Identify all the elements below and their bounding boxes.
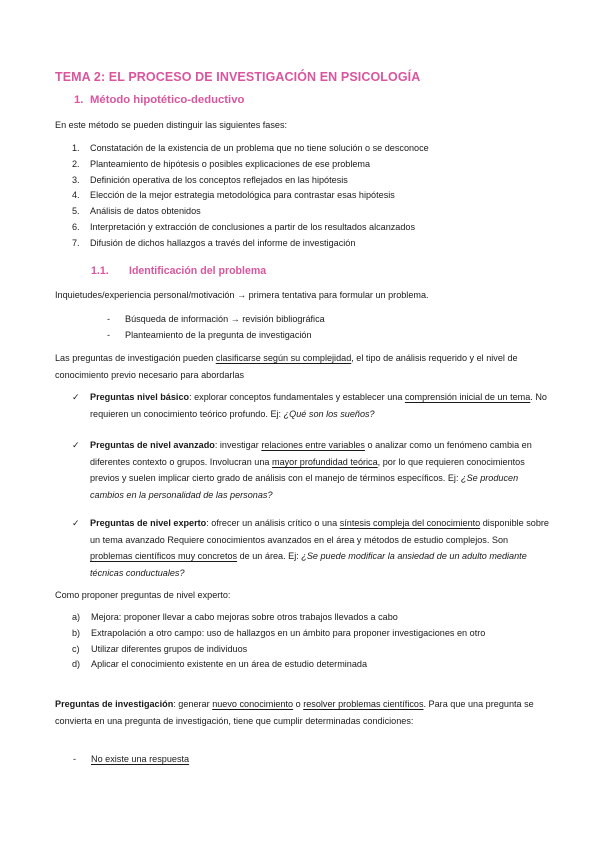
section-number: 1.1.: [91, 265, 109, 277]
list-item: a) Mejora: proponer llevar a cabo mejoras sobre otros trabajos llevados a cabo: [72, 612, 398, 622]
section-heading-1: [74, 94, 244, 106]
inquietudes-paragraph: Inquietudes/experiencia personal/motivación → primera tentativa para formular un problema.: [55, 290, 429, 300]
list-item: - Planteamiento de la pregunta de investigación: [107, 330, 312, 340]
condition-list: [73, 751, 189, 767]
list-item: d) Aplicar el conocimiento existente en un área de estudio determinada: [72, 659, 368, 670]
list-item: b) Extrapolación a otro campo: uso de hallazgos en un ámbito para proponer investigaciones en otro: [72, 627, 486, 638]
list-item: 3. Definición operativa de los conceptos reflejados en las hipótesis: [72, 174, 348, 185]
check-item-basic: ✓ Preguntas nivel básico: explorar conceptos fundamentales y establecer una comprensión inicial de un tema. No requieren un conocimiento teórico profundo. Ej: ¿Qué son los sueños?: [72, 389, 552, 422]
document-title: TEMA 2: EL PROCESO DE INVESTIGACIÓN EN PSICOLOGÍA: [55, 70, 421, 84]
list-item: 2. Planteamiento de hipótesis o posibles explicaciones de ese problema: [72, 158, 371, 169]
list-item: - Búsqueda de información → revisión bibliográfica: [107, 314, 325, 324]
check-icon: ✓: [72, 440, 80, 450]
list-item: - No existe una respuesta: [73, 754, 190, 764]
alpha-list: [72, 610, 542, 673]
check-item-expert: ✓ Preguntas de nivel experto: ofrecer un análisis crítico o una síntesis compleja del conocimiento disponible sobre un tema avanzado Requiere conocimientos avanzados en el área y métodos de estudio complejos. Son problemas científicos muy concretos de un área. Ej: ¿Se puede modificar la ansiedad de un adulto mediante técnicas conductuales?: [72, 515, 552, 581]
dash-list: [107, 311, 325, 343]
classify-paragraph: Las preguntas de investigación pueden clasificarse según su complejidad, el tipo de análisis requerido y el nivel de conocimiento previo necesario para abordarlas: [55, 353, 518, 380]
list-item: 7. Difusión de dichos hallazgos a través del informe de investigación: [72, 237, 356, 248]
section-heading-text: Método hipotético-deductivo: [90, 94, 245, 106]
check-item-advanced: ✓ Preguntas de nivel avanzado: investigar relaciones entre variables o analizar como un fenómeno cambia en diferentes contexto o grupos. Involucran una mayor profundidad teórica, por lo que requieren conocimientos previos y suelen implicar cierto grado de análisis con el manejo de términos específicos. Ej: ¿Se producen cambios en la personalidad de las personas?: [72, 437, 552, 503]
phases-list: [72, 141, 429, 252]
check-icon: ✓: [72, 518, 80, 528]
list-item: 5. Análisis de datos obtenidos: [72, 206, 201, 217]
list-item: 1. Constatación de la existencia de un problema que no tiene solución o se desconoce: [72, 143, 429, 153]
como-paragraph: Como proponer preguntas de nivel experto:: [55, 590, 231, 600]
list-item: 4. Elección de la mejor estrategia metodológica para contrastar esas hipótesis: [72, 190, 395, 201]
intro-paragraph: En este método se pueden distinguir las siguientes fases:: [55, 120, 288, 130]
section-heading-text: Identificación del problema: [129, 265, 267, 277]
section-number: 1.: [74, 94, 84, 106]
list-item: c) Utilizar diferentes grupos de individuos: [72, 643, 248, 654]
section-heading-1-1: [91, 265, 266, 277]
check-icon: ✓: [72, 392, 80, 402]
list-item: 6. Interpretación y extracción de conclusiones a partir de los resultados alcanzados: [72, 221, 416, 232]
preguntas-investigacion-paragraph: Preguntas de investigación: generar nuevo conocimiento o resolver problemas científicos. Para que una pregunta se convierta en una pregunta de investigación, tiene que cumplir determinadas condiciones:: [55, 699, 534, 726]
